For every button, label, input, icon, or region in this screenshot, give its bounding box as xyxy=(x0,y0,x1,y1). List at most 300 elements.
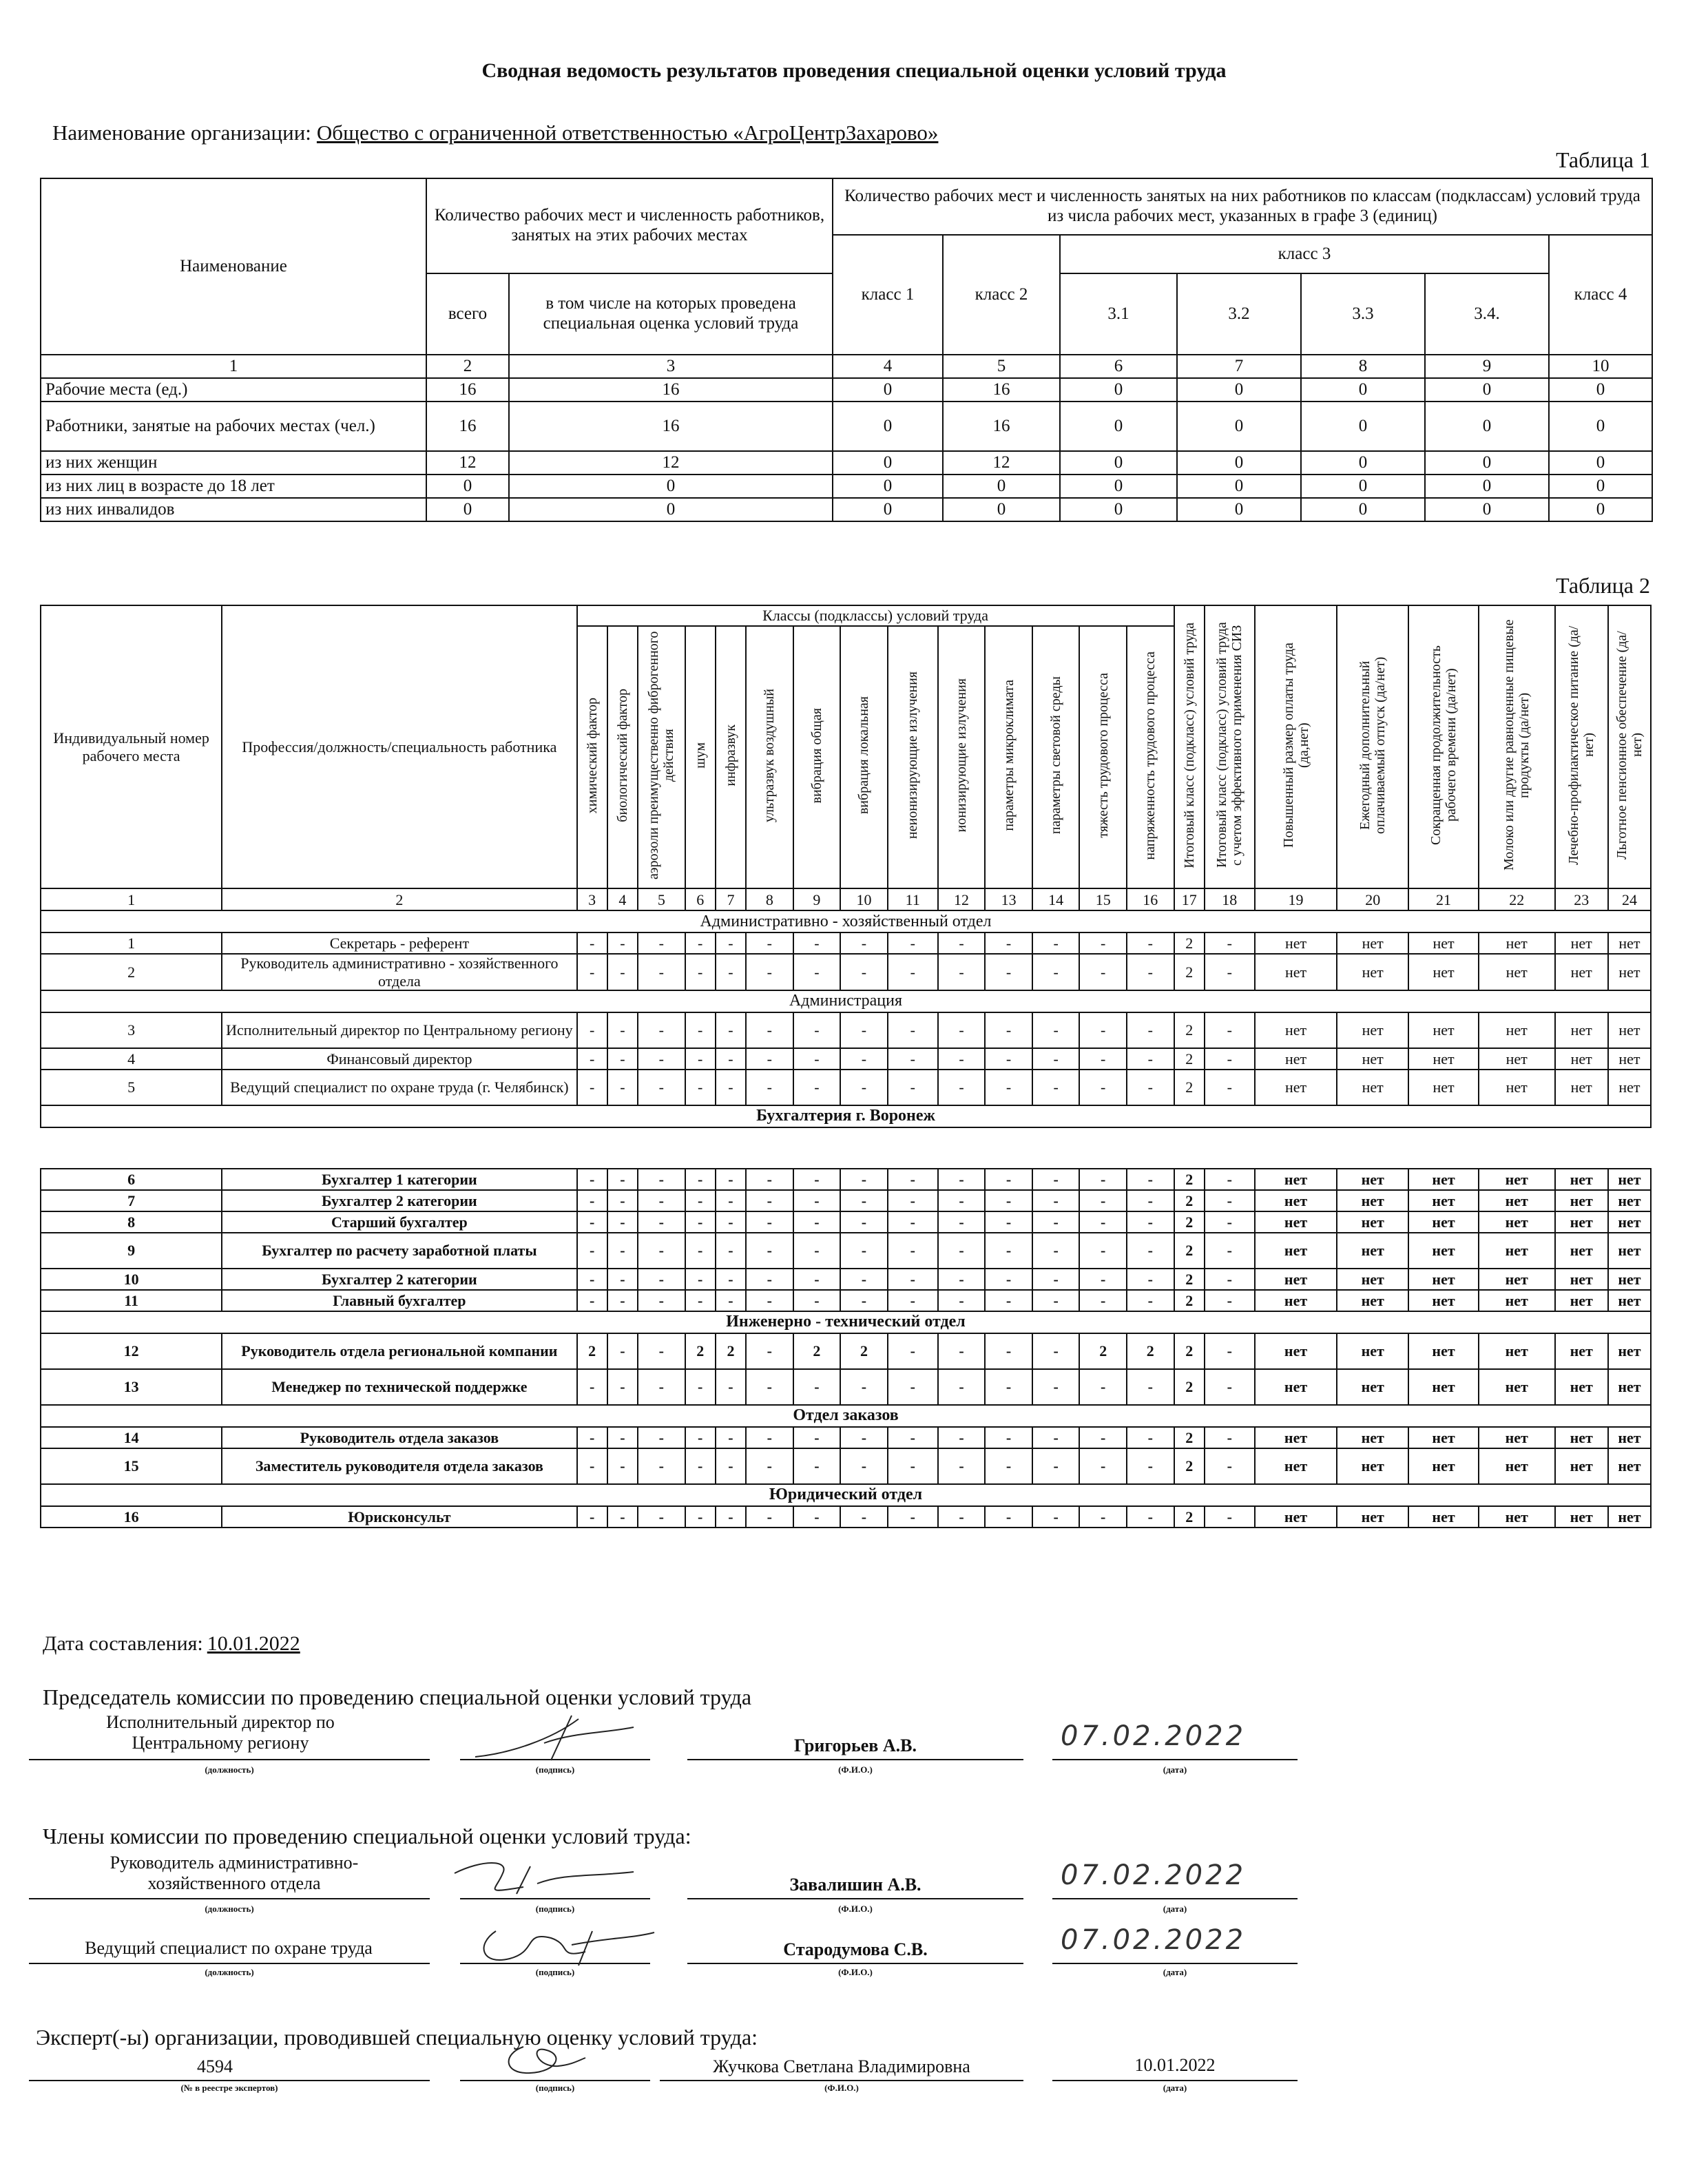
section-title: Бухгалтерия г. Воронеж xyxy=(41,1105,1651,1127)
factor-class: - xyxy=(888,1448,938,1484)
factor-class: - xyxy=(840,1506,888,1528)
caption-fio: (Ф.И.О.) xyxy=(824,2083,859,2093)
benefit-value: нет xyxy=(1608,1506,1651,1528)
benefit-value: нет xyxy=(1479,1233,1555,1269)
t1-cell: 16 xyxy=(509,402,833,451)
benefit-value: нет xyxy=(1255,1333,1337,1369)
factor-class: - xyxy=(793,1506,841,1528)
t1-header-total: всего xyxy=(426,273,509,355)
caption-signature: (подпись) xyxy=(535,1904,575,1914)
table-row xyxy=(41,1427,1651,1448)
t2-col-number: 13 xyxy=(985,888,1032,910)
final-class: 2 xyxy=(1174,1012,1205,1048)
t2-col-number: 3 xyxy=(577,888,607,910)
factor-class: - xyxy=(1127,1233,1174,1269)
factor-class: - xyxy=(1032,954,1080,990)
factor-class: - xyxy=(577,1048,607,1070)
factor-class: - xyxy=(793,1070,841,1105)
t1-row-name: Работники, занятые на рабочих местах (чел.) xyxy=(41,402,426,451)
workplace-number: 7 xyxy=(41,1190,222,1211)
factor-class: - xyxy=(1127,1290,1174,1311)
final-class: 2 xyxy=(1174,1070,1205,1105)
t2-col-number: 18 xyxy=(1205,888,1255,910)
benefit-value: нет xyxy=(1479,1169,1555,1190)
t2-header-factor: вибрация общая xyxy=(793,626,841,888)
final-class: 2 xyxy=(1174,1290,1205,1311)
final-class-siz: - xyxy=(1205,1290,1255,1311)
t2-col-number: 2 xyxy=(222,888,576,910)
final-class-siz: - xyxy=(1205,954,1255,990)
t2-col-number: 19 xyxy=(1255,888,1337,910)
factor-class: - xyxy=(985,1427,1032,1448)
factor-class: - xyxy=(840,1048,888,1070)
t2-header-factor: вибрация локальная xyxy=(840,626,888,888)
benefit-value: нет xyxy=(1255,932,1337,954)
section-title: Инженерно - технический отдел xyxy=(41,1311,1651,1333)
factor-class: - xyxy=(938,1190,986,1211)
factor-class: - xyxy=(1079,954,1127,990)
benefit-value: нет xyxy=(1479,1427,1555,1448)
factor-class: - xyxy=(985,954,1032,990)
factor-class: - xyxy=(888,1190,938,1211)
benefit-value: нет xyxy=(1255,1190,1337,1211)
t1-cell: 0 xyxy=(1301,498,1425,521)
factor-class: - xyxy=(938,932,986,954)
t2-col-number: 9 xyxy=(793,888,841,910)
benefit-value: нет xyxy=(1408,1070,1479,1105)
workplace-number: 13 xyxy=(41,1369,222,1405)
final-class: 2 xyxy=(1174,1269,1205,1290)
factor-class: - xyxy=(938,1233,986,1269)
caption-position: (должность) xyxy=(205,1967,254,1977)
benefit-value: нет xyxy=(1337,1048,1408,1070)
t2-header-factor: биологический фактор xyxy=(607,626,638,888)
member1-name: Завалишин А.В. xyxy=(789,1875,921,1895)
factor-class: - xyxy=(607,1290,638,1311)
factor-class: - xyxy=(985,1233,1032,1269)
table-row xyxy=(41,1233,1651,1269)
factor-class: - xyxy=(638,1233,685,1269)
factor-class: - xyxy=(716,1448,746,1484)
factor-class: - xyxy=(1079,1070,1127,1105)
factor-class: - xyxy=(1032,1506,1080,1528)
organization xyxy=(52,121,938,145)
benefit-value: нет xyxy=(1608,1333,1651,1369)
benefit-value: нет xyxy=(1255,1369,1337,1405)
factor-class: - xyxy=(577,1233,607,1269)
workplace-profession: Бухгалтер 2 категории xyxy=(222,1269,576,1290)
table-row xyxy=(41,1169,1651,1190)
final-class: 2 xyxy=(1174,1448,1205,1484)
factor-class: - xyxy=(685,1269,716,1290)
final-class-siz: - xyxy=(1205,1169,1255,1190)
factor-class: - xyxy=(716,1233,746,1269)
factor-class: - xyxy=(1032,1290,1080,1311)
factor-class: - xyxy=(746,1427,793,1448)
date-value: 10.01.2022 xyxy=(207,1632,300,1655)
t1-cell: 0 xyxy=(509,498,833,521)
factor-class: - xyxy=(607,954,638,990)
factor-class: - xyxy=(607,1012,638,1048)
factor-class: - xyxy=(716,1190,746,1211)
t2-header-factor: неионизирующие излучения xyxy=(888,626,938,888)
caption-date: (дата) xyxy=(1163,1967,1187,1977)
caption-date: (дата) xyxy=(1163,1904,1187,1914)
final-class-siz: - xyxy=(1205,1012,1255,1048)
caption-fio: (Ф.И.О.) xyxy=(838,1967,873,1977)
benefit-value: нет xyxy=(1337,1369,1408,1405)
member2-name: Стародумова С.В. xyxy=(783,1939,928,1959)
table-row xyxy=(41,451,1652,475)
factor-class: - xyxy=(938,1290,986,1311)
final-class: 2 xyxy=(1174,1506,1205,1528)
workplace-profession: Заместитель руководителя отдела заказов xyxy=(222,1448,576,1484)
workplace-profession: Старший бухгалтер xyxy=(222,1211,576,1233)
factor-class: - xyxy=(1032,1448,1080,1484)
factor-class: - xyxy=(888,1290,938,1311)
t2-col-number: 22 xyxy=(1479,888,1555,910)
final-class-siz: - xyxy=(1205,1070,1255,1105)
t2-header-benefit: Ежегодный дополнительный оплачиваемый отпуск (да/нет) xyxy=(1337,605,1408,888)
benefit-value: нет xyxy=(1608,1369,1651,1405)
factor-class: - xyxy=(840,1369,888,1405)
t2-header-factor: тяжесть трудового процесса xyxy=(1079,626,1127,888)
benefit-value: нет xyxy=(1255,1233,1337,1269)
table-row xyxy=(41,1369,1651,1405)
t1-header-c32: 3.2 xyxy=(1177,273,1301,355)
benefit-value: нет xyxy=(1255,1070,1337,1105)
benefit-value: нет xyxy=(1255,1290,1337,1311)
t2-col-number: 21 xyxy=(1408,888,1479,910)
factor-class: - xyxy=(840,932,888,954)
factor-class: - xyxy=(577,932,607,954)
t1-cell: 0 xyxy=(943,475,1060,498)
t2-col-number: 7 xyxy=(716,888,746,910)
factor-class: - xyxy=(793,1369,841,1405)
benefit-value: нет xyxy=(1555,1211,1608,1233)
workplace-profession: Секретарь - референт xyxy=(222,932,576,954)
caption-fio: (Ф.И.О.) xyxy=(838,1764,873,1775)
final-class-siz: - xyxy=(1205,1269,1255,1290)
factor-class: - xyxy=(685,1448,716,1484)
factor-class: - xyxy=(638,1290,685,1311)
t1-col-number: 4 xyxy=(833,355,943,378)
factor-class: - xyxy=(1127,1269,1174,1290)
t1-col-number: 5 xyxy=(943,355,1060,378)
benefit-value: нет xyxy=(1608,1290,1651,1311)
t1-cell: 12 xyxy=(509,451,833,475)
factor-class: - xyxy=(1079,1290,1127,1311)
benefit-value: нет xyxy=(1408,1233,1479,1269)
factor-class: - xyxy=(888,1211,938,1233)
factor-class: - xyxy=(1127,1506,1174,1528)
benefit-value: нет xyxy=(1479,1333,1555,1369)
factor-class: - xyxy=(1079,1211,1127,1233)
t2-header-final-siz: Итоговый класс (подкласс) условий труда с учетом эффективного применения СИЗ xyxy=(1205,605,1255,888)
factor-class: - xyxy=(840,1070,888,1105)
table-row xyxy=(41,498,1652,521)
benefit-value: нет xyxy=(1337,1169,1408,1190)
benefit-value: нет xyxy=(1479,1269,1555,1290)
factor-class: - xyxy=(938,1506,986,1528)
factor-class: - xyxy=(938,1211,986,1233)
factor-class: - xyxy=(1127,1012,1174,1048)
factor-class: - xyxy=(1079,1190,1127,1211)
benefit-value: нет xyxy=(1479,954,1555,990)
workplace-number: 15 xyxy=(41,1448,222,1484)
factor-class: - xyxy=(607,1427,638,1448)
factor-class: - xyxy=(985,932,1032,954)
factor-class: - xyxy=(1079,1427,1127,1448)
factor-class: - xyxy=(746,1190,793,1211)
factor-class: - xyxy=(716,1427,746,1448)
section-row xyxy=(41,910,1651,932)
t1-cell: 0 xyxy=(1060,451,1177,475)
factor-class: - xyxy=(638,1048,685,1070)
factor-class: - xyxy=(638,932,685,954)
workplace-profession: Руководитель отдела региональной компании xyxy=(222,1333,576,1369)
caption-date: (дата) xyxy=(1163,1764,1187,1775)
factor-class: - xyxy=(746,1211,793,1233)
benefit-value: нет xyxy=(1608,1211,1651,1233)
factor-class: - xyxy=(888,1427,938,1448)
workplace-profession: Бухгалтер 2 категории xyxy=(222,1190,576,1211)
factor-class: - xyxy=(888,1333,938,1369)
factor-class: - xyxy=(1079,932,1127,954)
member1-signature xyxy=(441,1853,647,1908)
benefit-value: нет xyxy=(1408,1369,1479,1405)
t1-col-number: 8 xyxy=(1301,355,1425,378)
factor-class: - xyxy=(607,1233,638,1269)
benefit-value: нет xyxy=(1255,1048,1337,1070)
benefit-value: нет xyxy=(1555,1369,1608,1405)
final-class: 2 xyxy=(1174,1169,1205,1190)
benefit-value: нет xyxy=(1337,932,1408,954)
t2-header-factor: инфразвук xyxy=(716,626,746,888)
factor-class: - xyxy=(1079,1048,1127,1070)
t1-header-class3: класс 3 xyxy=(1060,235,1549,273)
factor-class: - xyxy=(638,1448,685,1484)
factor-class: - xyxy=(1079,1448,1127,1484)
factor-class: - xyxy=(685,1169,716,1190)
t1-cell: 0 xyxy=(1425,498,1549,521)
factor-class: - xyxy=(746,1369,793,1405)
final-class-siz: - xyxy=(1205,1211,1255,1233)
benefit-value: нет xyxy=(1337,1190,1408,1211)
factor-class: - xyxy=(985,1290,1032,1311)
factor-class: - xyxy=(638,1369,685,1405)
expert-signature xyxy=(496,2040,592,2081)
table-row xyxy=(41,1448,1651,1484)
t1-col-number: 10 xyxy=(1549,355,1652,378)
section-row xyxy=(41,1484,1651,1506)
factor-class: - xyxy=(607,1333,638,1369)
factor-class: - xyxy=(793,1269,841,1290)
t1-header-class2: класс 2 xyxy=(943,235,1060,355)
benefit-value: нет xyxy=(1408,1012,1479,1048)
benefit-value: нет xyxy=(1337,1269,1408,1290)
factor-class: - xyxy=(607,1169,638,1190)
factor-class: - xyxy=(888,954,938,990)
factor-class: - xyxy=(607,1070,638,1105)
factor-class: - xyxy=(985,1448,1032,1484)
t1-cell: 0 xyxy=(1549,498,1652,521)
t2-col-number: 14 xyxy=(1032,888,1080,910)
benefit-value: нет xyxy=(1608,1448,1651,1484)
t2-header-factor: ионизирующие излучения xyxy=(938,626,986,888)
benefit-value: нет xyxy=(1479,1190,1555,1211)
factor-class: - xyxy=(793,1190,841,1211)
t1-cell: 16 xyxy=(943,378,1060,402)
t1-cell: 0 xyxy=(1177,451,1301,475)
benefit-value: нет xyxy=(1337,1233,1408,1269)
table-row xyxy=(41,954,1651,990)
workplace-number: 5 xyxy=(41,1070,222,1105)
t2-header-benefit: Повышенный размер оплаты труда (да,нет) xyxy=(1255,605,1337,888)
factor-class: - xyxy=(1079,1506,1127,1528)
t2-header-benefit: Молоко или другие равноценные пищевые продукты (да/нет) xyxy=(1479,605,1555,888)
factor-class: - xyxy=(840,1211,888,1233)
factor-class: - xyxy=(1127,1211,1174,1233)
workplace-number: 8 xyxy=(41,1211,222,1233)
t1-col-number: 1 xyxy=(41,355,426,378)
factor-class: - xyxy=(985,1012,1032,1048)
t2-col-number: 24 xyxy=(1608,888,1651,910)
factor-class: - xyxy=(1032,1333,1080,1369)
final-class-siz: - xyxy=(1205,1506,1255,1528)
member2-date: 07.02.2022 xyxy=(1061,1924,1247,1956)
t2-header-benefit: Лечебно-профилактическое питание (да/нет) xyxy=(1555,605,1608,888)
t1-cell: 12 xyxy=(426,451,509,475)
t2-col-number: 4 xyxy=(607,888,638,910)
factor-class: - xyxy=(638,1211,685,1233)
factor-class: - xyxy=(577,1269,607,1290)
factor-class: - xyxy=(577,1190,607,1211)
compilation-date xyxy=(43,1632,300,1656)
factor-class: - xyxy=(577,1169,607,1190)
factor-class: - xyxy=(685,1290,716,1311)
t1-cell: 16 xyxy=(426,378,509,402)
summary-table xyxy=(40,178,1653,522)
t1-cell: 0 xyxy=(943,498,1060,521)
table1-label: Таблица 1 xyxy=(1556,147,1650,172)
t2-header-classes: Классы (подклассы) условий труда xyxy=(577,605,1174,626)
t1-cell: 0 xyxy=(833,451,943,475)
benefit-value: нет xyxy=(1479,1012,1555,1048)
t1-cell: 0 xyxy=(509,475,833,498)
factor-class: - xyxy=(840,1448,888,1484)
factor-class: - xyxy=(716,1290,746,1311)
caption-date: (дата) xyxy=(1163,2083,1187,2093)
table-row xyxy=(41,1048,1651,1070)
workplace-profession: Финансовый директор xyxy=(222,1048,576,1070)
benefit-value: нет xyxy=(1255,1012,1337,1048)
factor-class: - xyxy=(840,1012,888,1048)
caption-position: (должность) xyxy=(205,1764,254,1775)
t1-header-count: Количество рабочих мест и численность работников, занятых на этих рабочих местах xyxy=(426,178,833,273)
factor-class: - xyxy=(1127,954,1174,990)
factor-class: - xyxy=(1127,1169,1174,1190)
t2-col-number: 23 xyxy=(1555,888,1608,910)
factor-class: - xyxy=(793,1048,841,1070)
t1-cell: 0 xyxy=(1060,498,1177,521)
factor-class: - xyxy=(938,1169,986,1190)
workplace-number: 3 xyxy=(41,1012,222,1048)
t1-cell: 0 xyxy=(1425,402,1549,451)
t1-cell: 0 xyxy=(833,498,943,521)
t1-cell: 0 xyxy=(1549,378,1652,402)
benefit-value: нет xyxy=(1555,1427,1608,1448)
benefit-value: нет xyxy=(1555,1269,1608,1290)
workplace-profession: Юрисконсульт xyxy=(222,1506,576,1528)
t2-col-number: 8 xyxy=(746,888,793,910)
t1-cell: 16 xyxy=(509,378,833,402)
member2-signature xyxy=(468,1917,661,1972)
benefit-value: нет xyxy=(1555,1290,1608,1311)
section-title: Отдел заказов xyxy=(41,1405,1651,1427)
factor-class: - xyxy=(1079,1169,1127,1190)
t1-header-c31: 3.1 xyxy=(1060,273,1177,355)
factor-class: - xyxy=(793,1290,841,1311)
t2-col-number: 17 xyxy=(1174,888,1205,910)
t1-cell: 0 xyxy=(1060,402,1177,451)
benefit-value: нет xyxy=(1608,932,1651,954)
factor-class: - xyxy=(746,1048,793,1070)
factor-class: - xyxy=(793,1427,841,1448)
t1-cell: 0 xyxy=(1301,378,1425,402)
benefit-value: нет xyxy=(1479,1369,1555,1405)
factor-class: - xyxy=(938,1427,986,1448)
final-class: 2 xyxy=(1174,1190,1205,1211)
workplace-profession: Исполнительный директор по Центральному региону xyxy=(222,1012,576,1048)
caption-fio: (Ф.И.О.) xyxy=(838,1904,873,1914)
factor-class: 2 xyxy=(840,1333,888,1369)
benefit-value: нет xyxy=(1337,1070,1408,1105)
benefit-value: нет xyxy=(1408,1333,1479,1369)
factor-class: - xyxy=(716,1211,746,1233)
t1-header-assessed: в том числе на которых проведена специальная оценка условий труда xyxy=(509,273,833,355)
factor-class: - xyxy=(840,1427,888,1448)
factor-class: 2 xyxy=(1127,1333,1174,1369)
benefit-value: нет xyxy=(1479,1506,1555,1528)
factor-class: - xyxy=(840,1169,888,1190)
final-class-siz: - xyxy=(1205,1427,1255,1448)
t1-col-number: 6 xyxy=(1060,355,1177,378)
t1-cell: 0 xyxy=(1060,475,1177,498)
benefit-value: нет xyxy=(1337,954,1408,990)
workplaces-table xyxy=(40,605,1652,1528)
section-row xyxy=(41,990,1651,1012)
benefit-value: нет xyxy=(1479,1448,1555,1484)
table-row xyxy=(41,475,1652,498)
factor-class: - xyxy=(985,1506,1032,1528)
benefit-value: нет xyxy=(1255,1211,1337,1233)
benefit-value: нет xyxy=(1255,1427,1337,1448)
final-class: 2 xyxy=(1174,1211,1205,1233)
factor-class: - xyxy=(985,1169,1032,1190)
t1-cell: 0 xyxy=(833,402,943,451)
table-row xyxy=(41,1070,1651,1105)
benefit-value: нет xyxy=(1255,1448,1337,1484)
organization-label: Наименование организации: xyxy=(52,121,311,145)
t1-cell: 0 xyxy=(1177,475,1301,498)
factor-class: - xyxy=(985,1070,1032,1105)
factor-class: - xyxy=(746,1448,793,1484)
t2-header-num: Индивидуальный номер рабочего места xyxy=(41,605,222,888)
factor-class: - xyxy=(638,1269,685,1290)
factor-class: - xyxy=(938,1448,986,1484)
t2-header-factor: параметры световой среды xyxy=(1032,626,1080,888)
